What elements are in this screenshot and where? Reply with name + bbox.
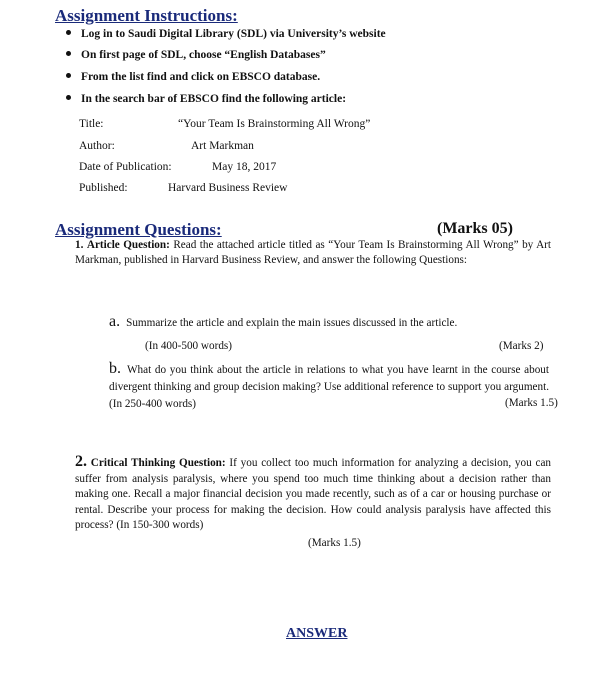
bullet-dot-icon: [66, 30, 71, 35]
date-value: May 18, 2017: [212, 161, 277, 173]
question-1a-words: (In 400-500 words): [145, 340, 232, 352]
published-value: Harvard Business Review: [168, 182, 288, 194]
instruction-bullet-2: On first page of SDL, choose “English Databases”: [66, 49, 326, 61]
bullet-dot-icon: [66, 95, 71, 100]
instruction-bullet-3: From the list find and click on EBSCO database.: [66, 71, 320, 83]
published-label: Published:: [79, 182, 128, 194]
questions-heading: Assignment Questions:: [55, 220, 222, 239]
question-1: 1. Article Question: Read the attached article titled as “Your Team Is Brainstorming All Wrong” by Art Markman, published in Harvard Business Review, and answer the following Questions:: [75, 239, 552, 266]
title-value: “Your Team Is Brainstorming All Wrong”: [178, 118, 371, 130]
question-1a-marks: (Marks 2): [499, 340, 544, 352]
question-2: 2. Critical Thinking Question: If you collect too much information for analyzing a decision, you can suffer from analysis paralysis, where you spend too much time thinking about a decision rather than making one. Recall a major financial decision you made recently, such as of a car or housing purchase or rental. Describe your process for making the decision. How could analysis paralysis have affected this process? (In 150-300 words): [75, 453, 552, 531]
instructions-heading: Assignment Instructions:: [55, 6, 238, 25]
bullet-dot-icon: [66, 73, 71, 78]
author-label: Author:: [79, 140, 115, 152]
answer-heading: ANSWER: [286, 626, 348, 641]
author-value: Art Markman: [191, 140, 254, 152]
title-label: Title:: [79, 118, 104, 130]
instruction-bullet-4: In the search bar of EBSCO find the following article:: [66, 93, 346, 105]
instruction-bullet-1: Log in to Saudi Digital Library (SDL) via University’s website: [66, 28, 386, 40]
question-2-marks: (Marks 1.5): [308, 537, 361, 549]
bullet-dot-icon: [66, 51, 71, 56]
question-1a: a. Summarize the article and explain the main issues discussed in the article.: [109, 313, 458, 330]
marks-total: (Marks 05): [437, 220, 513, 237]
date-label: Date of Publication:: [79, 161, 172, 173]
question-1b: b. What do you think about the article in relations to what you have learnt in the course about divergent thinking and group decision making? Use additional reference to support you argument. (In 250-400 words): [109, 360, 549, 410]
question-1b-marks: (Marks 1.5): [505, 397, 558, 409]
